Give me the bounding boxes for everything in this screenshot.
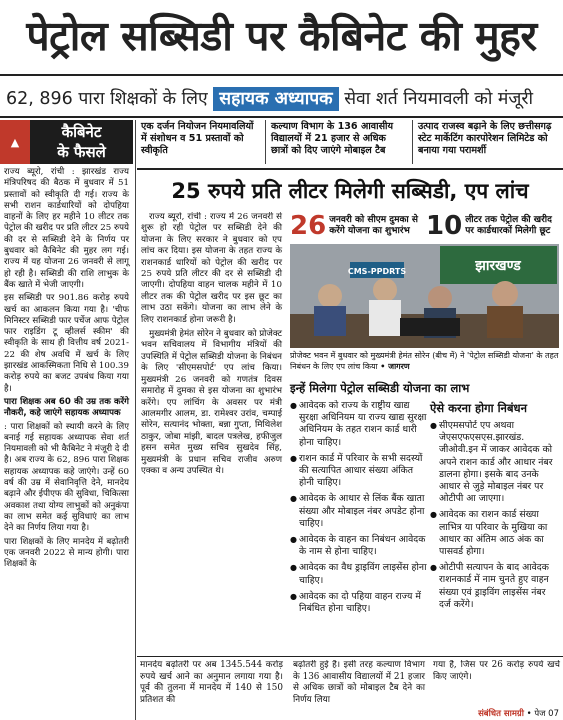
sign-text: CMS-PPDRTS (347, 267, 407, 276)
procedure-title: ऐसे करना होगा निबंधन (430, 401, 527, 415)
photo-caption (290, 350, 560, 374)
bottom-rule (137, 656, 563, 657)
story-paragraph: राज्य ब्यूरो, रांची : राज्य में 26 जनवरी से शुरू हो रही पेट्रोल पर सब्सिडी देने की योजना के लिए सरकार ने बुधवार को एप लांच कर दिया। इस योजना के तहत राज्य के राशनकार्ड धारियों को पेट्रोल की खरीद पर 25 रुपये प्रति लीटर की दर से सब्सिडी दी जाएगी। दोपहिया वाहन चालक महीने में 10 लीटर तक की पेट्रोल खरीद पर इस छूट का लाभ उठा सकेंगे। योजना का लाभ लेने के लिए राशनकार्ड होना जरूरी है। (141, 212, 282, 325)
pullout (426, 212, 560, 240)
footer-source: संबंधित सामग्री (478, 709, 524, 719)
left-paragraph: पारा शिक्षकों के लिए मानदेय में बढ़ोतरी एक जनवरी 2022 से मान्य होगी। पारा शिक्षकों के (4, 536, 129, 570)
subhead (0, 84, 563, 114)
caption-text: प्रोजेक्ट भवन में बुधवार को मुख्यमंत्री हेमंत सोरेन (बीच में) ने 'पेट्रोल सब्सिडी योजना' के तहत निबंधन के लिए एप लांच किया (290, 351, 559, 371)
list-item: ● राशन कार्ड में परिवार के सभी सदस्यों की सत्यापित आधार संख्या अंकित होनी चाहिए। (290, 453, 428, 490)
pullout-text: जनवरी को सीएम दुमका से करेंगे योजना का शुभारंभ (329, 215, 418, 236)
procedure-list (430, 420, 560, 656)
benefits-title: इन्हें मिलेगा पेट्रोल सब्सिडी योजना का लाभ (290, 381, 470, 395)
pullout-number: 26 (290, 212, 327, 240)
list-item: ● आवेदक का दो पहिया वाहन राज्य में निबंधित होना चाहिए। (290, 591, 428, 615)
left-subheading: पारा शिक्षक अब 60 की उम्र तक करेंगे नौकरी, कहे जाएंगे सहायक अध्यापक (4, 396, 129, 419)
pullout-number: 10 (426, 212, 463, 240)
caption-source: • जागरण (380, 362, 410, 371)
cabinet-title (30, 120, 133, 164)
strip-item: एक दर्जन नियोजन नियमावलियों में संशोधन व 51 प्रस्तावों को स्वीकृति (141, 121, 254, 156)
left-paragraph: इस सब्सिडी पर 901.86 करोड़ रुपये खर्च का आकलन किया गया है। 'चीफ मिनिस्टर सब्सिडी फार पर्चेज आफ पेट्रोल फार राइडिंग टू व्हीलर्स स्कीम' की स्वीकृति के साथ ही वित्तीय वर्ष 2021-22 की शेष अवधि में खर्च के लिए झारखंड आकस्मिकता निधि से 100.39 करोड़ रुपये का बजट उपबंध किया गया है। (4, 293, 129, 394)
left-paragraph: राज्य ब्यूरो, रांची : झारखंड राज्य मंत्रिपरिषद की बैठक में बुधवार में 51 प्रस्तावों को स्वीकृति दी गई। राज्य के सभी राशन कार्डधारियों को दोपहिया वाहनों के लिए हर महीने 10 लीटर तक पेट्रोल की खरीद पर प्रति लीटर 25 रुपये की दर से सब्सिडी देने के निर्णय पर बुधवार को कैबिनेट की मुहर लग गई। राज्य में यह योजना 26 जनवरी से लागू हो रही है। सब्सिडी की राशि लाभुक के बैंक खाते में भेजी जाएगी। (4, 167, 129, 290)
column-divider (135, 120, 136, 720)
cabinet-box (0, 120, 133, 164)
headline: पेट्रोल सब्सिडी पर कैबिनेट की मुहर (26, 12, 537, 60)
left-paragraph: : पारा शिक्षकों को स्थायी करने के लिए बनाई गई सहायक अध्यापक सेवा शर्त नियमावली को भी कैबिनेट ने मंजूरी दे दी है। अब राज्य के 62, 896 पारा शिक्षक सहायक अध्यापक कहे जाएंगे। उन्हें 60 वर्ष की उम्र में सेवानिवृत्ति देने, मानदेय बढ़ाने और ईपीएफ की सुविधा, चिकित्सा अवकाश तथा योग्य लाभुकों को अनुकंपा का लाभ समेत कई सुविधाएं का लाभ देने का निर्णय लिया गया है। (4, 421, 129, 534)
bullet-icon: ▲ (0, 120, 30, 164)
story-title: 25 रुपये प्रति लीटर मिलेगी सब्सिडी, एप लांच (171, 179, 529, 203)
list-item: ● आवेदक के वाहन का निबंधन आवेदक के नाम से होना चाहिए। (290, 534, 428, 558)
headline-rule (0, 74, 563, 76)
news-photo (290, 244, 559, 348)
pullout (290, 212, 424, 240)
strip-divider (265, 120, 266, 164)
bottom-column: बढ़ोतरी हुई है। इसी तरह कल्याण विभाग के 136 आवासीय विद्यालयों में 21 हजार से अधिक छात्रों को मोबाइल टैब देने का निर्णय लिया (293, 660, 425, 705)
strip-divider (412, 120, 413, 164)
banner-text: झारखण्ड (475, 258, 521, 274)
subhead-highlight: सहायक अध्यापक (213, 87, 338, 111)
list-item: ● आवेदक के आधार से लिंक बैंक खाता संख्या और मोबाइल नंबर अपडेट होना चाहिए। (290, 493, 428, 530)
photo-illustration (290, 244, 559, 348)
page-footer (430, 708, 563, 720)
pullout-text: लीटर तक पेट्रोल की खरीद पर कार्डधारकों मिलेगी छूट (465, 215, 552, 236)
strip-item: उत्पाद राजस्व बढ़ाने के लिए छत्तीसगढ़ स्टेट मार्केटिंग कारपोरेशन लिमिटेड को बनाया गया परामर्शी (418, 121, 552, 156)
story-column (137, 212, 286, 654)
left-article (0, 164, 133, 570)
list-item: ● ओटीपी सत्यापन के बाद आवेदक राशनकार्ड में नाम चुनते हुए वाहन संख्या एवं ड्राइविंग लाइसेंस नंबर दर्ज करेंगे। (430, 562, 560, 611)
left-column (0, 120, 133, 720)
list-item: ● सीएमसपोर्ट एप अथवा जेएसएफएसएस.झारखंड. जीओवी.इन में जाकर आवेदक को अपने राशन कार्ड और आधार नंबर डालना होगा। इसके बाद उनके आधार से जुड़े मोबाइल नंबर पर ओटीपी आ जाएगा। (430, 420, 560, 505)
strip-item: कल्याण विभाग के 136 आवासीय विद्यालयों में 21 हजार से अधिक छात्रों को दिए जाएंगे मोबाइल टैब (271, 121, 394, 156)
subhead-pre: 62, 896 पारा शिक्षकों के लिए (6, 89, 208, 109)
story-paragraph: मुख्यमंत्री हेमंत सोरेन ने बुधवार को प्रोजेक्ट भवन सचिवालय में विभागीय मंत्रियों की उपस्थिति में पेट्रोल सब्सिडी योजना के निबंधन के लिए 'सीएमसपोर्ट' एप लांच किया। मुख्यमंत्री 26 जनवरी को गणतंत्र दिवस समारोह में दुमका से इस योजना का शुभारंभ करेंगे। एप लांचिंग के अवसर पर मंत्री आलमगीर आलम, डा. रामेश्वर उरांव, चम्पाई सोरेन, सत्यानंद भोक्ता, बन्ना गुप्ता, मिथिलेश ठाकुर, जोबा मांझी, बादल पत्रलेख, हफीजुल हसन समेत मुख्य सचिव सुखदेव सिंह, मुख्यमंत्री के प्रधान सचिव राजीव अरुण एक्का व अन्य उपस्थित थे। (141, 329, 282, 476)
cabinet-title-line1: कैबिनेट (61, 123, 102, 141)
footer-page: • पेज 07 (526, 709, 559, 719)
subhead-rule (0, 116, 563, 118)
strip-rule (137, 168, 563, 170)
subhead-post: सेवा शर्त नियमावली को मंजूरी (344, 89, 534, 109)
cabinet-title-line2: के फैसले (57, 143, 106, 161)
bottom-column: गया है, जिस पर 26 करोड़ रुपये खर्च किए जाएंगे। (433, 660, 560, 682)
list-item: ● आवेदक का वैध ड्राइविंग लाइसेंस होना चाहिए। (290, 562, 428, 586)
benefits-list (290, 400, 428, 656)
bottom-column: मानदेय बढ़ोतरी पर अब 1345.544 करोड़ रुपये खर्च आने का अनुमान लगाया गया है। पूर्व की तुलना में मानदेय में 140 से 150 प्रतिशत की (140, 660, 283, 705)
list-item: ● आवेदक का राशन कार्ड संख्या लाभित्र या परिवार के मुखिया का आधार का अंतिम आठ अंक का पासवर्ड होगा। (430, 509, 560, 558)
list-item: ● आवेदक को राज्य के राष्ट्रीय खाद्य सुरक्षा अधिनियम या राज्य खाद्य सुरक्षा अधिनियम के तहत राशन कार्ड धारी होना चाहिए। (290, 400, 428, 449)
